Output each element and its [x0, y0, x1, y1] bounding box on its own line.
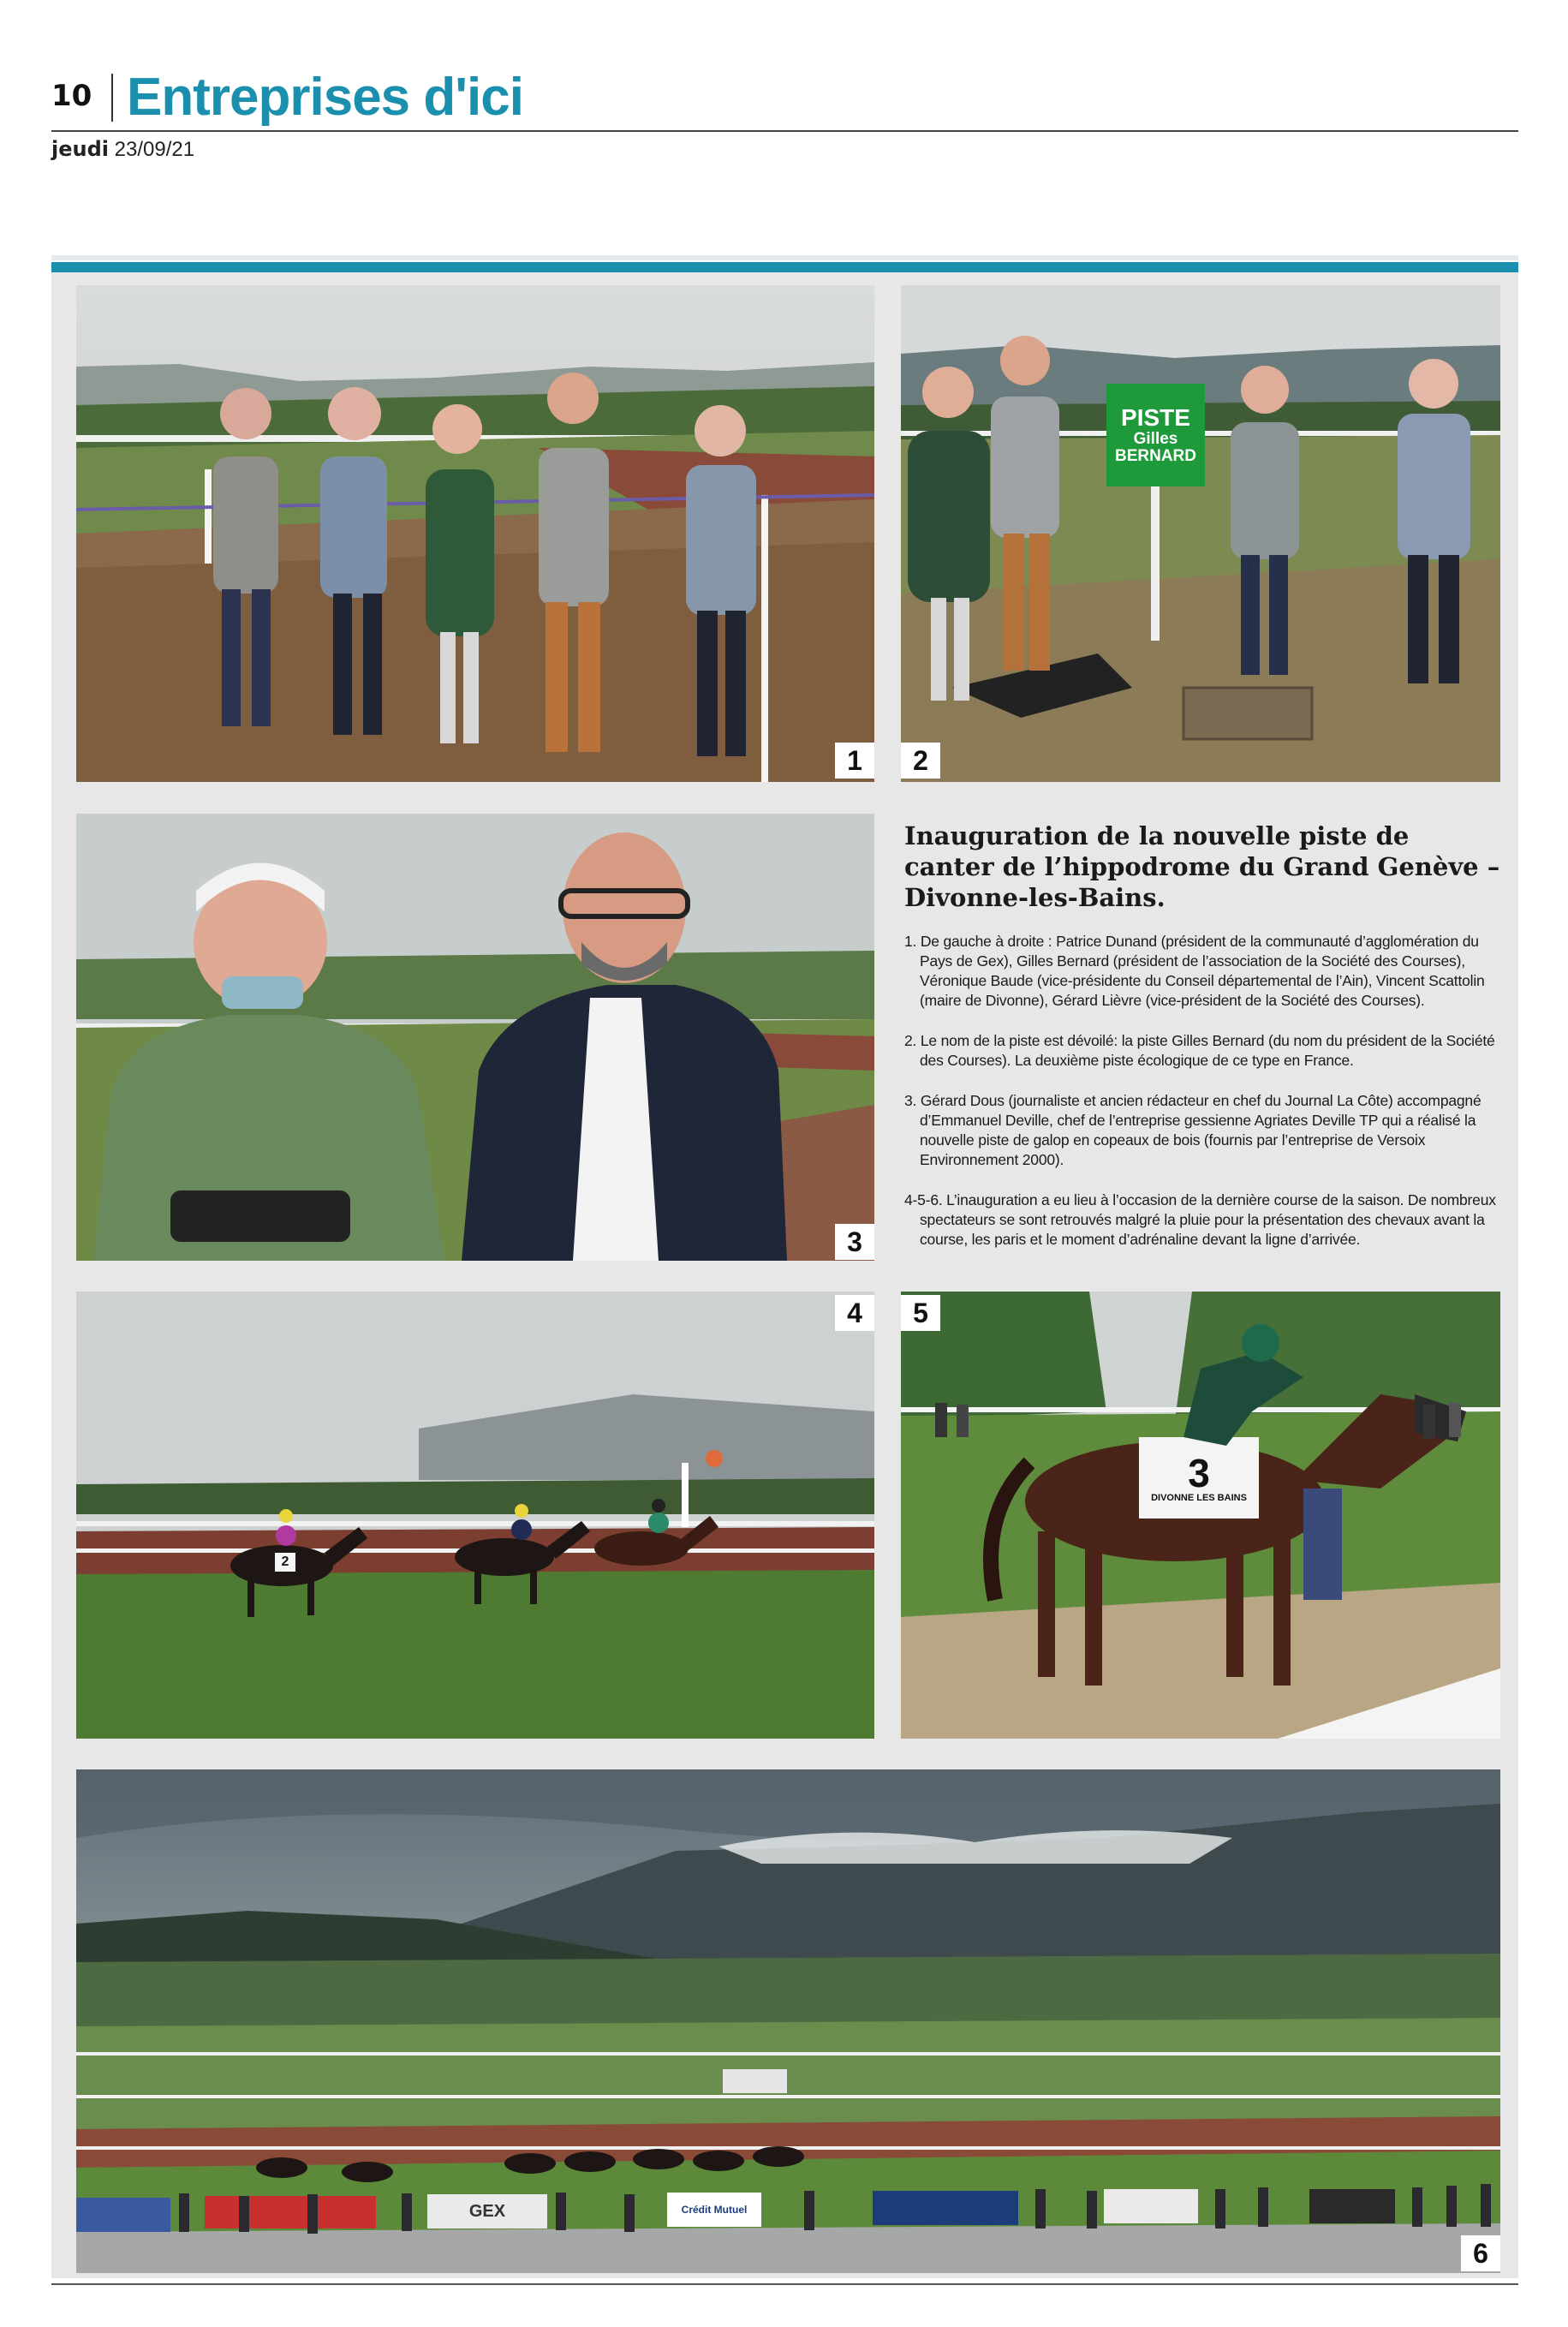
photo-4-image: [76, 1292, 874, 1739]
panel-accent-bar: [51, 262, 1518, 272]
sign-line-1: PISTE: [1121, 404, 1190, 432]
caption-3: 3. Gérard Dous (journaliste et ancien rédacteur en chef du Journal La Côte) accompagné d’Emmanuel Deville, chef de l’entreprise gessienne Agriates Deville TP qui a réalisé la nouvelle piste de galop en copeaux de bois (fournis par l’entreprise de Versoix Environnement 2000).: [904, 1092, 1482, 1168]
header-rule: [51, 130, 1518, 132]
issue-date: [51, 137, 194, 162]
photo-4-race: [76, 1292, 874, 1739]
article-title: Inauguration de la nouvelle piste de canter de l’hippodrome du Grand Genève – Divonne-les-Bains.: [904, 821, 1500, 912]
issue-day: jeudi: [51, 137, 109, 161]
piste-sign: [1106, 384, 1205, 486]
photo-3-image: [76, 814, 874, 1261]
photo-1-image: [76, 285, 874, 782]
photo-5-horse-presentation: [901, 1292, 1500, 1739]
saddle-cloth-3: [1139, 1437, 1259, 1519]
photo-3-number: 3: [835, 1224, 874, 1260]
caption-2: 2. Le nom de la piste est dévoilé: la piste Gilles Bernard (du nom du président de la Société des Courses). La deuxième piste écologique de ce type en France.: [904, 1032, 1495, 1069]
saddle-text: DIVONNE LES BAINS: [1151, 1492, 1247, 1503]
photo-1-number: 1: [835, 743, 874, 779]
banner-credit-mutuel: Crédit Mutuel: [681, 2204, 748, 2216]
photo-6-panorama: [76, 1769, 1500, 2273]
article-text-block: [904, 820, 1504, 1270]
section-title: Entreprises d'ici: [127, 68, 523, 127]
photo-5-number: 5: [901, 1295, 940, 1331]
photo-4-number: 4: [835, 1295, 874, 1331]
banner-gex: GEX: [468, 2201, 506, 2221]
photo-6-number: 6: [1461, 2235, 1500, 2271]
caption-1: 1. De gauche à droite : Patrice Dunand (président de la communauté d’agglomération du Pays de Gex), Gilles Bernard (président de l’association de la Société des Courses), Véronique Baude (vice-présidente du Conseil départemental de l’Ain), Vincent Scattolin (maire de Divonne), Gérard Lièvre (vice-président de la Société des Courses).: [904, 933, 1485, 1009]
page-bottom-rule: [51, 2283, 1518, 2285]
photo-2-sign-reveal: [901, 285, 1500, 782]
sign-line-3: BERNARD: [1115, 446, 1196, 465]
saddle-cloth-2: 2: [281, 1554, 289, 1569]
caption-4-5-6: 4-5-6. L’inauguration a eu lieu à l’occasion de la dernière course de la saison. De nombreux spectateurs se sont retrouvés malgré la pluie pour la présentation des chevaux avant la course, les paris et le moment d’adrénaline devant la ligne d’arrivée.: [904, 1191, 1496, 1248]
sign-line-2: Gilles: [1133, 429, 1178, 448]
header-separator: [111, 74, 113, 122]
photo-3-portrait: [76, 814, 874, 1261]
photo-6-image: [76, 1769, 1500, 2273]
photo-1-ribbon-cutting: [76, 285, 874, 782]
saddle-number: 3: [1188, 1450, 1210, 1495]
page-number: 10: [51, 79, 92, 113]
photo-2-number: 2: [901, 743, 940, 779]
issue-date-value: 23/09/21: [114, 138, 195, 161]
panel-top-line: [51, 255, 1518, 260]
photo-2-image: [901, 285, 1500, 782]
